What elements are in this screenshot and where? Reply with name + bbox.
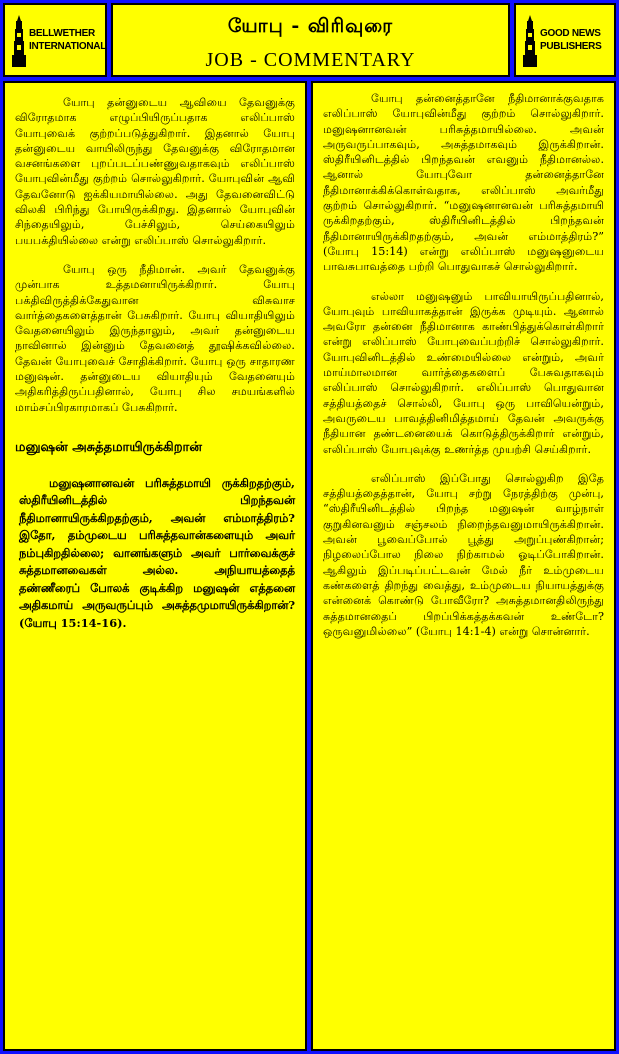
right-column	[311, 81, 616, 1051]
logo-line-1: BELLWETHER	[29, 28, 95, 39]
bellwether-logo	[3, 3, 107, 77]
right-paragraph-2: எல்லா மனுஷனும் பாவியாயிருப்பதினால், யோபுவும் பாவியாகத்தான் இருக்க முடியும். ஆனால் அவரோ தன்னை நீதிமானாக காண்பித்துக்கொள்கிறார் என்று எலிப்பாஸ் யோபுவைப்பற்றிச் சொல்லுகிறார். யோபுவினிடத்தில் உண்மையில்லை என்றும், அவர் மாய்மாலமான வார்த்தைகளைப் பேசுவதாகவும் எலிப்பாஸ் சொல்லுகிறார். எலிப்பாஸ் பொதுவான சத்தியத்தைச் சொல்லி, யோபு ஒரு பாவியென்றும், அவருடைய பாவத்தினிமித்தமாய் தேவன் அவருக்கு நீதியான தண்டனையைக் கொடுத்திருக்கிறார் என்றும், எலிப்பாஸ் யோபுவுக்கு உணர்த்த முயற்சி செய்கிறார்.	[323, 289, 604, 456]
good-news-logo	[514, 3, 616, 77]
left-column	[3, 81, 307, 1051]
right-paragraph-1: யோபு தன்னைத்தானே நீதிமானாக்குவதாக எலிப்பாஸ் யோபுவின்மீது குற்றம் சொல்லுகிறார். மனுஷனானவன் பரிசுத்தமாயில்லை. அவன் அருவருப்பாகவும், அசுத்தமாகவும் இருக்கிறான். ஸ்திரீயினிடத்தில் பிறந்தவன் எவனும் நீதிமானல்ல. ஆனால் யோபுவோ தன்னைத்தானே நீதிமானாக்கிக்கொள்வதாக, எலிப்பாஸ் அவர்மீது குற்றம் சொல்லுகிறார். “மனுஷனானவன் பரிசுத்தமாயி ருக்கிறதற்கும், ஸ்திரீயினிடத்தில் பிறந்தவன் நீதிமானாயிருக்கிறதற்கும், அவன் எம்மாத்திரம்?” (யோபு 15:14) என்று எலிப்பாஸ் மனுஷனுடைய பாவசுபாவத்தை பற்றி பொதுவாகச் சொல்லுகிறார்.	[323, 92, 604, 274]
page-title-tamil: யோபு - விரிவுரை	[227, 15, 394, 37]
right-paragraph-3: எலிப்பாஸ் இப்போது சொல்லுகிற இதே சத்தியத்தைத்தான், யோபு சற்று நேரத்திற்கு முன்பு, “ஸ்திரீயினிடத்தில் பிறந்த மனுஷன் வாழ்நாள் குறுகினவனும் சஞ்சலம் நிறைந்தவனுமாயிருக்கிறான். அவன் பூவைப்போல் பூத்து அறுப்புண்கிறான்; நிழலைப்போல நிலை நிற்காமல் ஓடிப்போகிறான். ஆகிலும் இப்படிப்பட்டவன் மேல் நீர் உம்முடைய கண்களைத் திறந்து வைத்து, உம்முடைய நியாயத்துக்கு என்னைக் கொண்டு போவீரோ? அசுத்தமானதிலிருந்து சுத்தமானதைப் பிறப்பிக்கத்தக்கவன் உண்டோ? ஒருவனுமில்லை” (யோபு 14:1-4) என்று சொன்னார்.	[323, 471, 604, 638]
page-title-english: JOB - COMMENTARY	[205, 49, 416, 71]
title-banner	[111, 3, 510, 77]
logo-line-2: INTERNATIONAL	[29, 41, 107, 52]
left-paragraph-2: யோபு ஒரு நீதிமான். அவர் தேவனுக்கு முன்பாக உத்தமனாயிருக்கிறார். யோபு பக்திவிருத்திக்கேதுவான விசுவாச வார்த்தைகளைத்தான் பேசுகிறார். யோபு வியாதியிலும் வேதனையிலும் இருந்தாலும், அவர் தன்னுடைய நாவினால் இன்னும் தேவனைத் தூஷிக்கவில்லை. தேவன் யோபுவைச் சோதிக்கிறார். யோபு ஒரு சாதாரண மனுஷன். தன்னுடைய வியாதியும் வேதனையும் அதிகரித்திருப்பதினால், யோபு சில சமயங்களில் மாம்சப்பிரகாரமாகப் பேசுகிறார்.	[15, 262, 295, 414]
scripture-quote: மனுஷனானவன் பரிசுத்தமாயி ருக்கிறதற்கும், ஸ்திரீயினிடத்தில் பிறந்தவன் நீதிமானாயிருக்கிறதற்கும், அவன் எம்மாத்திரம்? இதோ, தம்முடைய பரிசுத்தவான்களையும் அவர் நம்புகிறதில்லை; வானங்களும் அவர் பார்வைக்குச் சுத்தமானவைகள் அல்ல. அநியாயத்தைத் தண்ணீரைப் போலக் குடிக்கிற மனுஷன் எத்தனை அதிகமாய் அருவருப்பும் அசுத்தமுமாயிருக்கிறான்? (யோபு 15:14-16).	[19, 475, 295, 630]
tower-icon	[522, 15, 538, 67]
logo-line-1: GOOD NEWS	[540, 28, 601, 39]
tower-icon	[11, 15, 27, 67]
left-paragraph-1: யோபு தன்னுடைய ஆவியை தேவனுக்கு விரோதமாக எழுப்பியிருப்பதாக எலிப்பாஸ் யோபுவைக் குற்றப்படுத்துகிறார். இதனால் யோபு தன்னுடைய வாயிலிருந்து தேவனுக்கு விரோதமான வசனங்களை புறப்படப்பண்ணுவதாகவும் எலிப்பாஸ் யோபுவின்மீது குற்றம் சொல்லுகிறார். யோபுவின் ஆவி தேவனோடு ஐக்கியமாயில்லை. அது தேவனைவிட்டு விலகி பிரிந்து போயிருக்கிறது. இதனால் யோபுவின் சிந்தையிலும், பேச்சிலும், செய்கையிலும் பயபக்தியில்லை என்று எலிப்பாஸ் சொல்லுகிறார்.	[15, 96, 295, 247]
section-heading: மனுஷன் அசுத்தமாயிருக்கிறான்	[15, 439, 202, 455]
logo-line-2: PUBLISHERS	[540, 41, 602, 52]
